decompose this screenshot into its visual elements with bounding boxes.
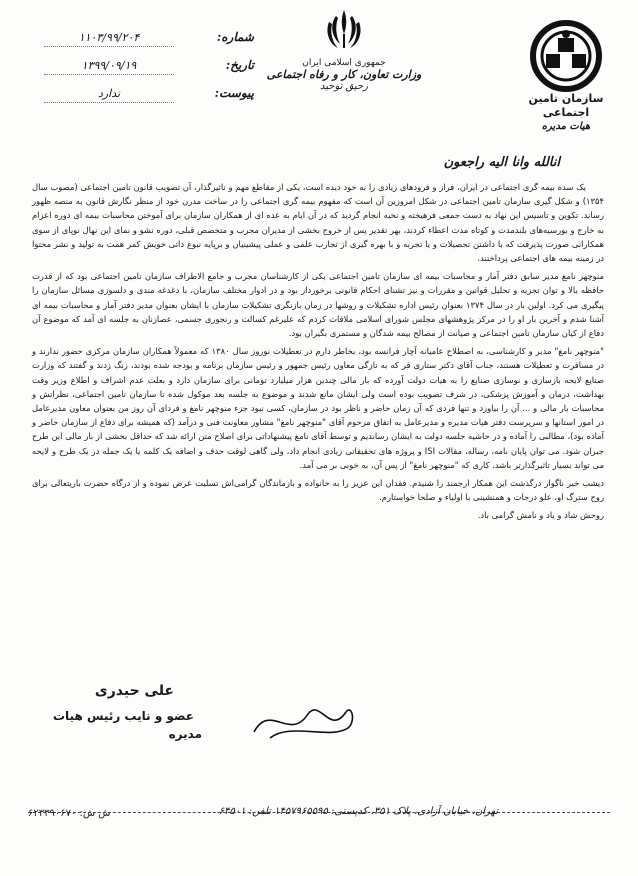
signer-name: علی حیدری bbox=[94, 683, 174, 699]
meta-date-value: ۱۳۹۹/۰۹/۱۹ bbox=[44, 58, 174, 75]
letter-meta bbox=[44, 30, 254, 114]
signature-block bbox=[18, 683, 258, 741]
meta-attachment-label: پیوست: bbox=[214, 86, 254, 100]
body-paragraph: منوچهر نامغ مدیر سابق دفتر آمار و محاسبات بیمه ای سازمان تامین اجتماعی یکی از کارشناسان مجرب و جامع الاطراف سازمان تامین اجتماعی بود که از قدرت حافظه بالا و توان تجزیه و تحلیل قوانین و مقررات و نیز تشنای احکام قانونی برخوردار بود و در ادوار مختلف سازمان، با دغدغه مندی و دلسوزی مسائل سازمان را پیگیری می کرد. اولین بار در سال ۱۳۷۴ بعنوان رئیس اداره تشکیلات و روشها در زمان بازنگری تشکیلات سازمان با ایشان بعنوان مدیر دفتر آمار و محاسبات بیمه ای آشنا شدم و آخرین بار او را در مرکز پژوهشهای مجلس شورای اسلامی ملاقات کردم که علیرغم کسالت و رنجوری جسمی، عصازنان به جلسه ای آمد که موضوع آن دفاع از کیان سازمان تامین اجتماعی و صیانت از مصالح بیمه شدگان و مستمری بگیران بود. bbox=[32, 271, 605, 339]
body-paragraph: "منوچهر نامغ" مدیر و کارشناسی، به اصطلاح عامیانه آچار فرانسه بود، بخاطر دارم در تعطیلات نوروز سال ۱۳۸۰ که معمولاً همکاران سازمان مرکزی حضور ندارند و در مسافرت و تعطیلات هستند، جناب آقای دکتر ستاری فر که به تازگی معاون رئیس جمهور و رئیس سازمان برنامه و بودجه شده بودند، زنگ زدند و گفتند که وزارت صنایع لایحه بازسازی و نوسازی صنایع را به هیات دولت آورده که بار مالی چندین هزار میلیارد تومانی برای سازمان دارد و بعلت عدم اشراف و اطلاع وزیر وقت بهداشت، درمان و آموزش پزشکی، در شرف تصویب بوده است ولی ایشان مانع شدند و موضوع به جلسه بعد موکول شده تا سازمان تامین اجتماعی، نظراتش و محاسبات بار مالی و ... آن را بیاورد و تنها فردی که آن زمان حاضر و ناظر بود در سازمان، کسی نبود جزء منوچهر نامغ و فردای آن روز من بعنوان معاون مدیرعامل در امور استانها و سرپرست دفتر هیات مدیره و مدیرعامل به اتفاق مرحوم آقای "منوچهر نامغ" مشاور معاونت فنی و درآمد (که همیشه برای دفاع از سازمان حاضر و آماده بود)، مطالبی را آماده و در حاشیه جلسه دولت به ایشان رساندیم و توسط آقای نامغ پیشنهاداتی برای اصلاح متن ارائه شد که حداقل بخشی از بار مالی این طرح جبران شود. می توان پایان نامه، رساله، مقالات ISI و پروژه های تحقیقاتی زیادی انجام داد، ولی گاهی لوقت حذف و اضافه یک کلمه یا یک جمله در یک طرح و لایحه می تواند بسیار تاثیرگذارتر باشد. کاری که "منوچهر نامغ" از پس آن، به خوبی بر می آمد. bbox=[32, 346, 604, 470]
footer-national-id: ش ش: ۶۲۳۳۹۰۶۷۰ bbox=[28, 808, 111, 819]
body-paragraph: روحش شاد و یاد و نامش گرامی باد. bbox=[477, 510, 604, 521]
signature-scribble bbox=[250, 692, 360, 752]
meta-number-value: ۱۱۰۳/۹۹/۲۰۴ bbox=[44, 30, 174, 47]
ministry-label: وزارت تعاون، کار و رفاه اجتماعی bbox=[266, 68, 422, 81]
meta-date-label: تاریخ: bbox=[225, 58, 254, 72]
meta-number-row bbox=[44, 30, 254, 58]
subtitle-label: رحیق توحید bbox=[320, 81, 368, 92]
body-paragraph: دیشب خبر ناگوار درگذشت این همکار ارجمند را شنیدم. فقدان این عزیز را به خانواده و بازماندگان گرامی‌اش تسلیت عرض نموده و از درگاه حضرت باریتعالی برای روح سترگ او، علو درجات و همنشینی با اولیاء و صلحا خواستارم. bbox=[32, 478, 604, 503]
signer-role-cont: مدیره bbox=[168, 727, 202, 741]
letter-title: انالله وانا الیه راجعون bbox=[443, 155, 560, 170]
meta-date-row bbox=[44, 58, 254, 86]
government-emblem bbox=[264, 8, 424, 92]
org-logo bbox=[516, 20, 616, 138]
meta-number-label: شماره: bbox=[216, 30, 254, 44]
iran-emblem-icon bbox=[324, 8, 364, 52]
letter-body bbox=[32, 180, 604, 527]
org-board: هیات مدیره bbox=[541, 121, 591, 132]
body-paragraph: یک سده بیمه گری اجتماعی در ایران، فراز و فرودهای زیادی را به خود دیده است، یکی از مقاطع مهم و تاثیرگذار، آن تصویب قانون تامین اجتماعی (مصوب سال ۱۳۵۴) و شکل گیری سازمان تامین اجتماعی در شکل امروزین آن است که مفهوم بیمه گری اجتماعی را در ساخت مدرن خود از منظر نگارش قانون به منصه ظهور رساند. تکوین و تاسیس این نهاد به دست جمعی فرهیخته و نخبه انجام گردید که در آن ایام به عده ای از همکاران سازمان برای آموختن محاسبات بیمه ای دوره اعزام به خارج و بورسیه‌های بلندمدت و کوتاه مدت اعطاء کردند، بهر تقدیر پس از خروج بخشی از مدیران مجرب و متخصص قبلی، دوره نشو و نمای این نهال نوپای از سوی همکارانی صورت پذیرفت که با داشتن تحصیلات و یا تجربه و با بهره گیری از تجارب علمی و عملی پیشینیان و برپایه نبوغ ذاتی خویش کمر همت به تولید و نشر محتوا در زمینه بیمه های اجتماعی پرداختند. bbox=[32, 182, 604, 264]
republic-label: جمهوری اسلامی ایران bbox=[302, 58, 386, 68]
meta-attachment-row bbox=[44, 86, 254, 114]
signer-role: عضو و نایب رئیس هیات bbox=[53, 709, 194, 723]
meta-attachment-value: ندارد bbox=[44, 86, 174, 103]
footer-address: تهران، خیابان آزادی، پلاک ۳۵۱، کدپستی: ۱۴۵۷۹۶۵۵۹۵ تلفن: ۶۴۵۰۱ bbox=[218, 806, 498, 817]
org-name: سازمان تامین اجتماعی bbox=[528, 92, 604, 119]
org-emblem-icon bbox=[530, 20, 602, 92]
